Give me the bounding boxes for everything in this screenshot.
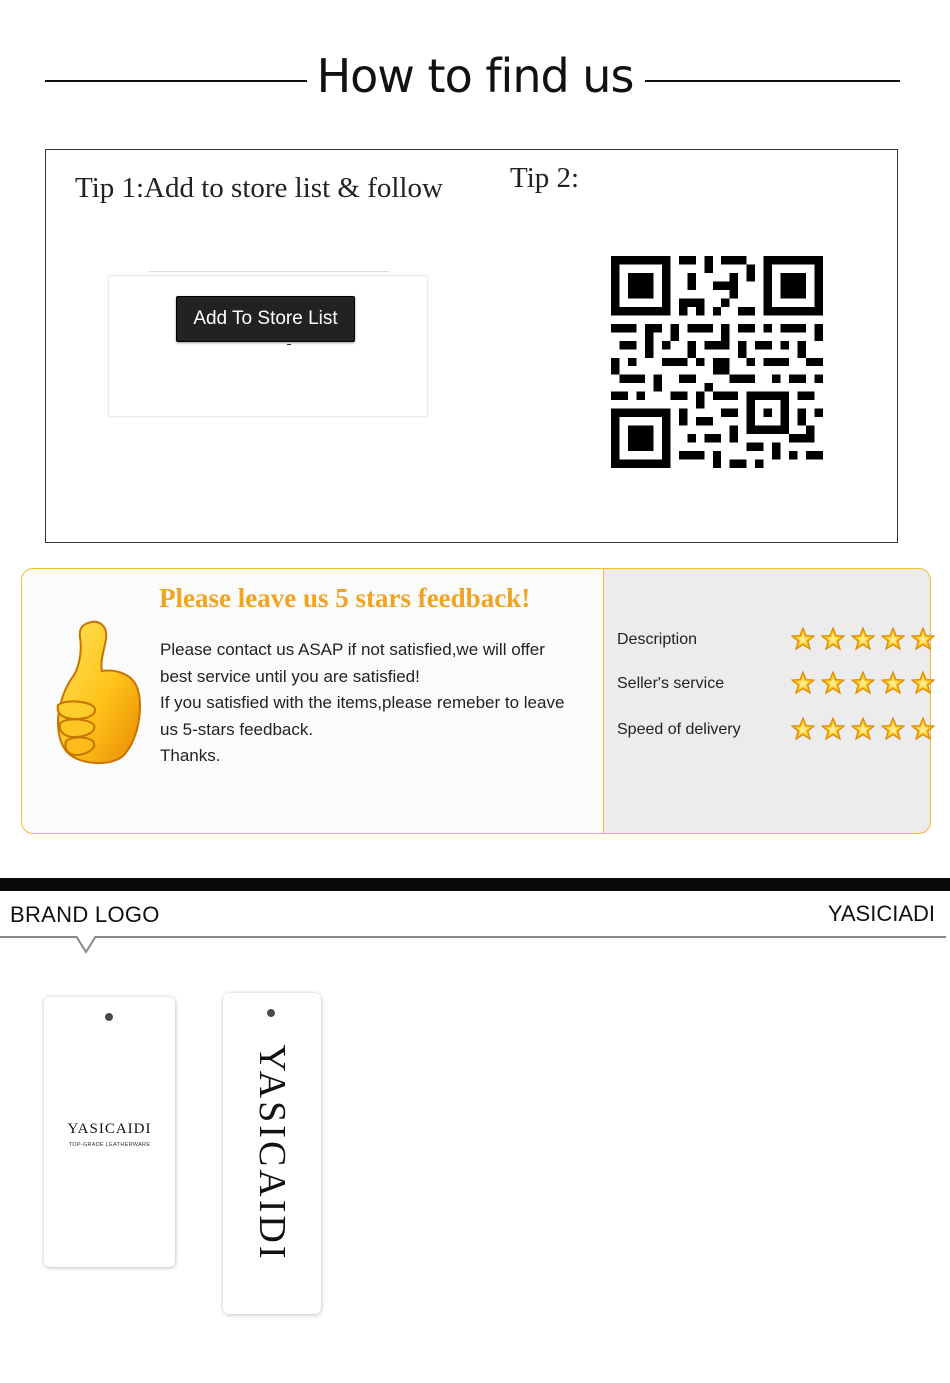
thumbs-up-icon	[54, 617, 144, 767]
panel-mark	[287, 344, 291, 345]
brand-divider	[0, 936, 946, 938]
star-icon	[851, 717, 875, 741]
header-divider-left	[45, 80, 307, 82]
qr-code-icon	[611, 256, 823, 468]
feedback-title: Please leave us 5 stars feedback!	[159, 583, 531, 613]
panel-divider	[149, 271, 389, 272]
add-to-store-list-button[interactable]: Add To Store List	[176, 296, 355, 342]
header-divider-right	[645, 80, 900, 82]
feedback-message	[160, 637, 600, 770]
tag-hole	[267, 1009, 275, 1017]
rating-row-sellers-service	[617, 671, 927, 701]
star-icon	[851, 671, 875, 695]
rating-label: Speed of delivery	[617, 721, 741, 738]
star-icon	[821, 717, 845, 741]
feedback-line: Please contact us ASAP if not satisfied,we will offer	[160, 640, 545, 659]
tip1-label: Tip 1:Add to store list & follow	[75, 172, 443, 204]
rating-label: Description	[617, 631, 698, 648]
star-icon	[911, 717, 935, 741]
brand-logo-heading: BRAND LOGO	[10, 902, 160, 927]
feedback-line: If you satisfied with the items,please remeber to leave	[160, 693, 565, 712]
tag-brand-name: YASICAIDI	[67, 1121, 152, 1137]
ratings-panel	[603, 568, 931, 834]
caret-down-icon	[74, 936, 98, 956]
star-icon	[791, 717, 815, 741]
tip2-label: Tip 2:	[510, 162, 580, 194]
star-icon	[911, 627, 935, 651]
rating-row-speed-of-delivery	[617, 717, 927, 747]
star-icon	[911, 671, 935, 695]
rating-stars	[791, 671, 936, 697]
rating-row-description	[617, 627, 927, 657]
feedback-line: us 5-stars feedback.	[160, 719, 314, 739]
tips-box	[45, 149, 898, 543]
hang-tag-vertical	[223, 993, 321, 1314]
page-title: How to find us	[316, 49, 634, 103]
tag-subtitle: TOP-GRADE LEATHERWARE	[68, 1142, 151, 1148]
store-list-panel	[108, 275, 428, 417]
star-icon	[791, 671, 815, 695]
section-divider-bar	[0, 878, 950, 891]
star-icon	[881, 671, 905, 695]
feedback-line: Thanks.	[160, 746, 221, 765]
hang-tag-horizontal	[44, 997, 175, 1267]
star-icon	[881, 717, 905, 741]
feedback-message-panel	[21, 568, 604, 834]
brand-name: YASICIADI	[827, 901, 935, 926]
star-icon	[851, 627, 875, 651]
tag-hole	[105, 1013, 113, 1021]
rating-stars	[791, 627, 936, 653]
feedback-line: best service until you are satisfied!	[160, 666, 420, 686]
star-icon	[791, 627, 815, 651]
star-icon	[821, 671, 845, 695]
star-icon	[881, 627, 905, 651]
tag-vertical-brand-name: YASICAIDI	[251, 1044, 293, 1262]
rating-label: Seller's service	[617, 675, 725, 692]
star-icon	[821, 627, 845, 651]
rating-stars	[791, 717, 936, 743]
